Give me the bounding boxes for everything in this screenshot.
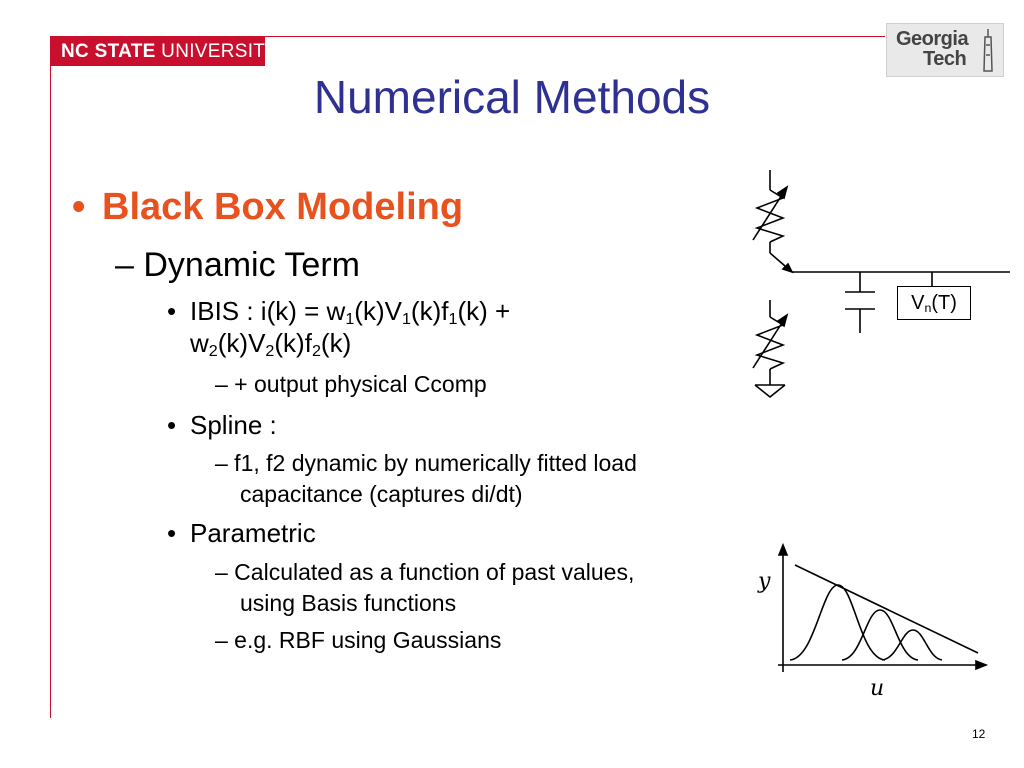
ibis-text: (k) xyxy=(320,328,352,358)
rbf-gaussian-plot xyxy=(750,540,995,700)
vn-tail: (T) xyxy=(931,292,957,314)
y-axis-label: y xyxy=(758,569,771,594)
bullet-black-box-text: Black Box Modeling xyxy=(102,186,464,228)
bullet-ibis-dot: • xyxy=(167,296,177,326)
ibis-text: (k)V xyxy=(354,296,402,326)
bullet-ibis-line2 xyxy=(190,328,351,359)
param-sub2: – e.g. RBF using Gaussians xyxy=(215,627,502,653)
left-rule xyxy=(50,66,51,718)
ibis-text: w xyxy=(190,328,209,358)
circuit-diagram xyxy=(735,165,1015,410)
ibis-sub-item: – + output physical Ccomp xyxy=(215,371,487,397)
top-rule xyxy=(265,36,885,37)
dash-dynamic-term: – Dynamic Term xyxy=(115,246,360,284)
ibis-sub: 2 xyxy=(265,342,275,361)
logo-line1: Georgia xyxy=(896,28,969,50)
vn-label-box xyxy=(897,286,971,320)
logo-line2: Tech xyxy=(923,48,967,70)
tower-icon xyxy=(978,27,998,73)
vn-text: V xyxy=(911,292,925,314)
ibis-sub: 1 xyxy=(401,310,411,329)
ibis-sub: 2 xyxy=(311,342,321,361)
georgia-tech-logo xyxy=(886,23,1004,77)
page-number: 12 xyxy=(972,727,986,741)
param-sub1-line2: using Basis functions xyxy=(240,590,457,616)
ncsu-bold: NC STATE xyxy=(61,41,156,62)
page-title: Numerical Methods xyxy=(313,71,711,123)
ibis-text: (k)f xyxy=(410,296,449,326)
ibis-sub: 2 xyxy=(208,342,218,361)
param-sub1-line1: – Calculated as a function of past values, xyxy=(215,559,635,585)
vn-sub: n xyxy=(924,301,932,316)
x-axis-label: u xyxy=(870,676,885,700)
bullet-parametric-dot: • xyxy=(167,518,177,548)
ibis-text: IBIS : i(k) = w xyxy=(190,296,346,326)
ibis-sub: 1 xyxy=(345,310,355,329)
bullet-ibis-line1 xyxy=(190,296,510,327)
bullet-dot: • xyxy=(72,186,86,228)
ibis-text: (k)f xyxy=(274,328,312,358)
ncsu-logo-bar xyxy=(50,36,279,66)
bullet-spline-dot: • xyxy=(167,410,177,440)
ncsu-rest: UNIVERSITY xyxy=(155,41,279,62)
spline-sub-line1: – f1, f2 dynamic by numerically fitted load xyxy=(215,450,637,476)
bullet-spline: Spline : xyxy=(190,410,277,440)
spline-sub-line2: capacitance (captures di/dt) xyxy=(240,481,523,507)
ibis-sub: 1 xyxy=(448,310,458,329)
ibis-text: (k) + xyxy=(457,296,511,326)
ibis-text: (k)V xyxy=(217,328,266,358)
bullet-parametric: Parametric xyxy=(190,518,316,548)
